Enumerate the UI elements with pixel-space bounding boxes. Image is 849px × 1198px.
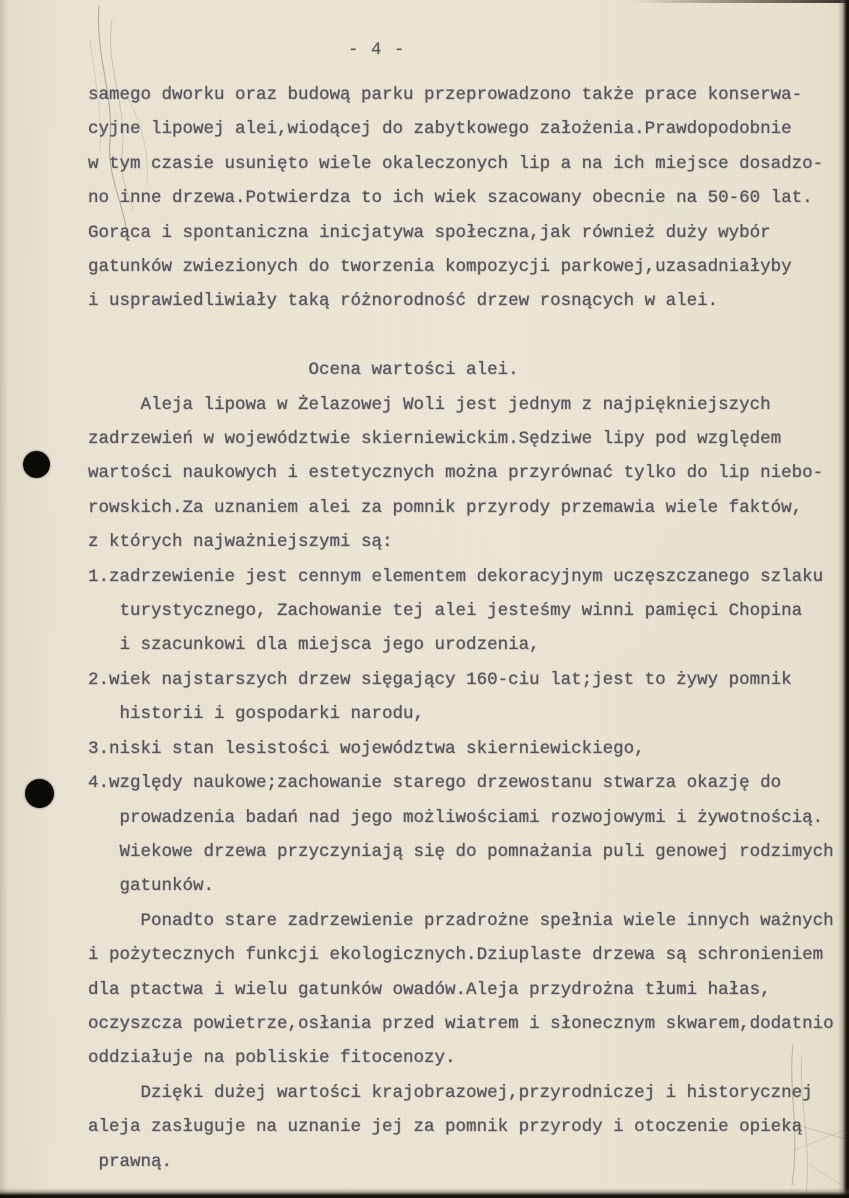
text-line: Ocena wartości alei. [88,360,519,381]
text-line: zadrzewień w województwie skierniewickim.Sędziwe lipy pod względem [88,429,782,450]
document-body [88,78,848,1179]
text-line: gatunków zwiezionych do tworzenia kompozycji parkowej,uzasadniałyby [88,257,792,278]
text-line: i usprawiedliwiały taką różnorodność drzew rosnących w alei. [88,291,719,312]
text-line: prawną. [88,1151,173,1172]
text-line: Gorąca i spontaniczna inicjatywa społeczna,jak również duży wybór [88,222,771,243]
text-line: wartości naukowych i estetycznych można przyrównać tylko do lip niebo- [88,463,824,484]
text-line [88,319,848,353]
text-line: w tym czasie usunięto wiele okaleczonych lip a na ich miejsce dosadzo- [88,153,824,174]
text-line: cyjne lipowej alei,wiodącej do zabytkowego założenia.Prawdopodobnie [88,119,792,140]
text-line: i pożytecznych funkcji ekologicznych.Dziuplaste drzewa są schronieniem [88,945,824,966]
scan-edge-bottom [0,1188,849,1198]
text-line: Dzięki dużej wartości krajobrazowej,przyrodniczej i historycznej [88,1082,813,1103]
text-line: Ponadto stare zadrzewienie przadrożne spełnia wiele innych ważnych [88,910,834,931]
scan-edge-right [838,0,849,1198]
text-line: z których najważniejszymi są: [88,532,393,553]
text-line: oddziałuje na pobliskie fitocenozy. [88,1048,456,1069]
text-line: no inne drzewa.Potwierdza to ich wiek szacowany obecnie na 50-60 lat. [88,188,813,209]
text-line: turystycznego, Zachowanie tej alei jesteśmy winni pamięci Chopina [88,601,803,622]
text-line: dla ptactwa i wielu gatunków owadów.Aleja przydrożna tłumi hałas, [88,979,771,1000]
text-line: 2.wiek najstarszych drzew sięgający 160-ciu lat;jest to żywy pomnik [88,669,792,690]
hole-punch-mark-top [23,451,50,478]
text-line: Aleja lipowa w Żelazowej Woli jest jednym z najpiękniejszych [88,394,771,415]
text-line: prowadzenia badań nad jego możliwościami rozwojowymi i żywotnością. [88,807,824,828]
text-line: historii i gospodarki narodu, [88,704,425,725]
text-line: i szacunkowi dla miejsca jego urodzenia, [88,635,540,656]
text-line: rowskich.Za uznaniem alei za pomnik przyrody przemawia wiele faktów, [88,497,803,518]
text-line: Wiekowe drzewa przyczyniają się do pomnażania puli genowej rodzimych [88,841,834,862]
text-line: aleja zasługuje na uznanie jej za pomnik przyrody i otoczenie opieką [88,1117,803,1138]
text-line: 4.względy naukowe;zachowanie starego drzewostanu stwarza okazję do [88,773,782,794]
text-line: gatunków. [88,876,215,897]
hole-punch-mark-bottom [25,779,54,808]
scan-edge-left [0,0,7,1198]
text-line: 1.zadrzewienie jest cennym elementem dekoracyjnym uczęszczanego szlaku [88,566,824,587]
text-line: oczyszcza powietrze,osłania przed wiatrem i słonecznym skwarem,dodatnio [88,1013,834,1034]
page-number: - 4 - [348,40,406,60]
scan-edge-top [629,0,849,3]
text-line: samego dworku oraz budową parku przeprowadzono także prace konserwa- [88,85,803,105]
text-line: 3.niski stan lesistości województwa skierniewickiego, [88,738,645,759]
